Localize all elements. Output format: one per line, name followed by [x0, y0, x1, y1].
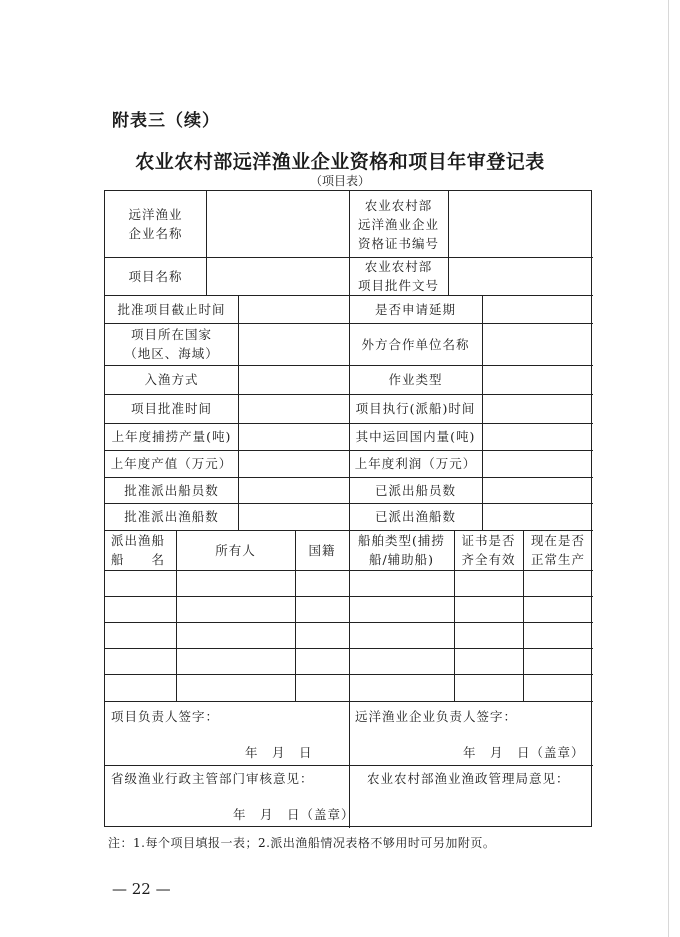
- provincial-opinion-date: 年 月 日（盖章）: [233, 807, 355, 822]
- table-row[interactable]: [105, 622, 593, 648]
- entry-method-label: 入渔方式: [144, 372, 199, 387]
- owner-header: 所有人: [215, 542, 256, 558]
- approved-crew-field[interactable]: [238, 477, 349, 503]
- page-number: — 22 —: [112, 880, 171, 898]
- nationality-header: 国籍: [308, 542, 336, 558]
- table-row[interactable]: [105, 596, 593, 622]
- vessel-type-header: 船舶类型(捕捞 船/辅助船): [358, 533, 445, 567]
- country-label: 项目所在国家 （地区、海域）: [124, 327, 219, 361]
- approved-crew-label: 批准派出船员数: [124, 482, 219, 498]
- approval-time-field[interactable]: [238, 394, 349, 423]
- provincial-opinion-label: 省级渔业行政主管部门审核意见：: [111, 771, 314, 786]
- work-type-label: 作业类型: [388, 372, 443, 387]
- certificate-valid-header: 证书是否 齐全有效: [461, 533, 516, 567]
- extension-field[interactable]: [482, 295, 593, 323]
- sent-crew-label: 已派出船员数: [374, 482, 456, 498]
- deadline-field[interactable]: [238, 295, 349, 323]
- catch-label: 上年度捕捞产量(吨): [111, 429, 232, 444]
- partner-field[interactable]: [482, 323, 593, 365]
- ministry-opinion-label: 农业农村部渔业渔政管理局意见：: [367, 771, 570, 786]
- approval-document-label: 农业农村部 项目批件文号: [357, 259, 439, 293]
- production-status-header: 现在是否 正常生产: [530, 533, 585, 567]
- approval-time-label: 项目批准时间: [130, 401, 212, 416]
- country-field[interactable]: [238, 323, 349, 365]
- sent-vessels-label: 已派出渔船数: [374, 509, 456, 524]
- sent-vessels-field[interactable]: [482, 503, 593, 530]
- approval-document-field[interactable]: [448, 257, 593, 295]
- execution-time-label: 项目执行(派船)时间: [355, 401, 476, 416]
- project-leader-date: 年 月 日: [245, 745, 313, 760]
- partner-label: 外方合作单位名称: [361, 336, 470, 352]
- work-type-field[interactable]: [482, 365, 593, 394]
- appendix-heading: 附表三（续）: [112, 111, 220, 131]
- approved-vessels-label: 批准派出渔船数: [124, 509, 219, 524]
- deadline-label: 批准项目截止时间: [117, 301, 226, 317]
- vessel-name-header: 派出渔船 船 名: [111, 533, 166, 567]
- project-name-field[interactable]: [206, 257, 349, 295]
- company-leader-signature-label: 远洋渔业企业负责人签字：: [355, 709, 518, 724]
- project-name-label: 项目名称: [128, 268, 183, 284]
- registration-form: [104, 190, 592, 827]
- table-row[interactable]: [105, 648, 593, 674]
- approved-vessels-field[interactable]: [238, 503, 349, 530]
- page-edge: [668, 0, 669, 937]
- profit-label: 上年度利润（万元）: [354, 456, 477, 471]
- catch-field[interactable]: [238, 423, 349, 450]
- form-subtitle: （项目表）: [309, 174, 370, 188]
- footnote: 注：1.每个项目填报一表；2.派出渔船情况表格不够用时可另加附页。: [108, 836, 496, 850]
- project-leader-signature-label: 项目负责人签字：: [111, 709, 220, 724]
- company-name-label: 远洋渔业 企业名称: [128, 207, 183, 241]
- company-name-field[interactable]: [206, 191, 349, 257]
- profit-field[interactable]: [482, 450, 593, 477]
- entry-method-field[interactable]: [238, 365, 349, 394]
- table-row[interactable]: [105, 570, 593, 596]
- company-leader-date: 年 月 日（盖章）: [463, 745, 585, 760]
- table-row[interactable]: [105, 674, 593, 701]
- execution-time-field[interactable]: [482, 394, 593, 423]
- shipped-home-label: 其中运回国内量(吨): [355, 429, 476, 444]
- sent-crew-field[interactable]: [482, 477, 593, 503]
- output-value-label: 上年度产值（万元）: [110, 456, 233, 471]
- extension-label: 是否申请延期: [374, 301, 456, 317]
- output-value-field[interactable]: [238, 450, 349, 477]
- form-title: 农业农村部远洋渔业企业资格和项目年审登记表: [135, 151, 545, 173]
- certificate-number-label: 农业农村部 远洋渔业企业 资格证书编号: [357, 197, 439, 251]
- shipped-home-field[interactable]: [482, 423, 593, 450]
- certificate-number-field[interactable]: [448, 191, 593, 257]
